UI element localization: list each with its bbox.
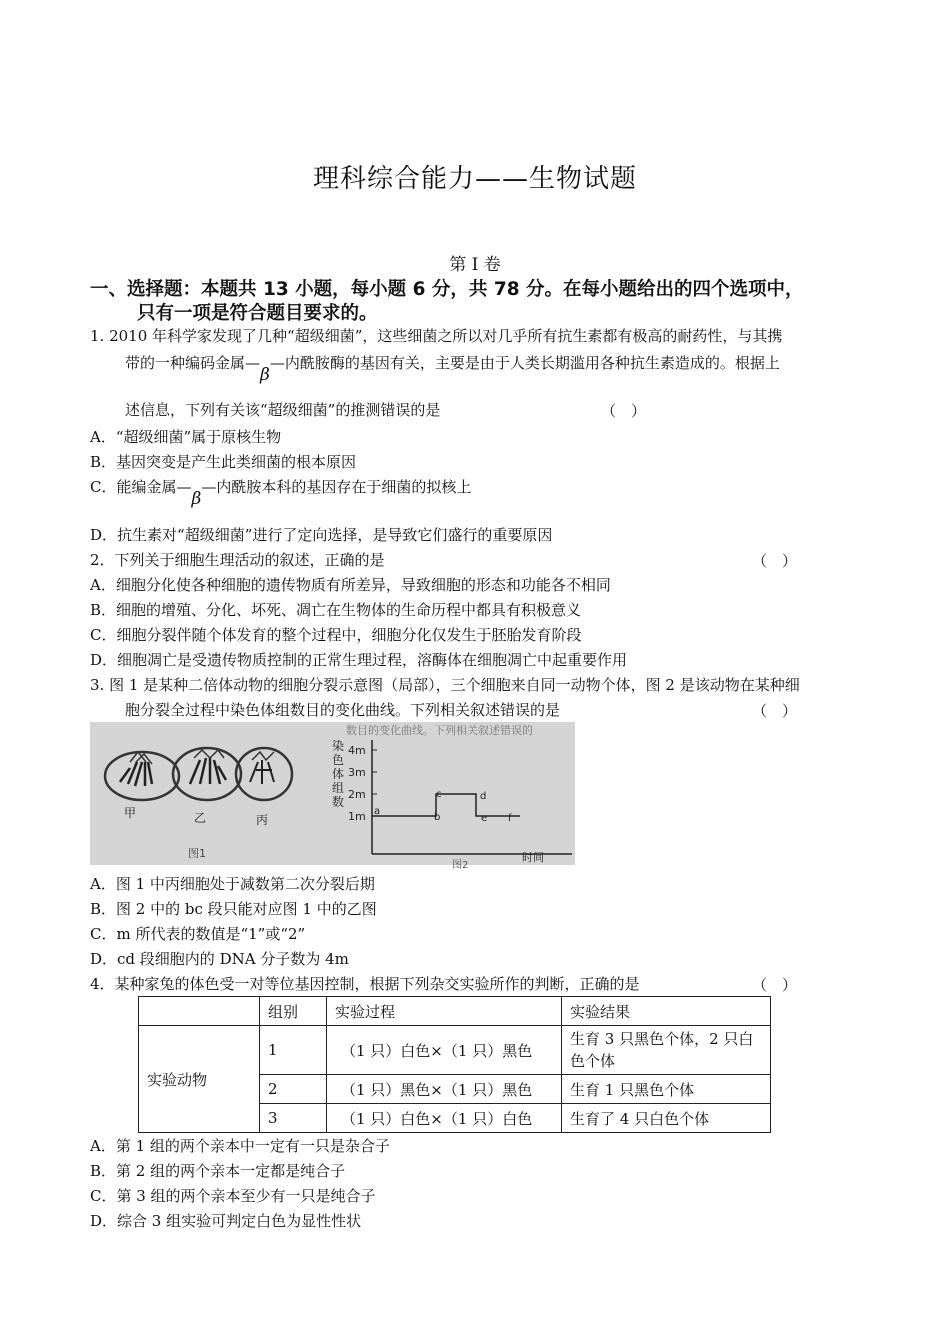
fig2-caption: 图2 — [452, 860, 469, 871]
q2-option-a: A．细胞分化使各种细胞的遗传物质有所差异，导致细胞的形态和功能各不相同 — [90, 576, 611, 594]
page-title: 理科综合能力——生物试题 — [312, 164, 637, 194]
q1-option-a: A．“超级细菌”属于原核生物 — [90, 428, 282, 446]
fig2-ylabel — [332, 738, 344, 809]
table-cell: （1 只）白色×（1 只）白色 — [327, 1104, 562, 1133]
q2-stem: 2．下列关于细胞生理活动的叙述，正确的是 — [90, 551, 385, 569]
point-label-d: d — [480, 791, 487, 802]
table-header: 实验过程 — [327, 997, 562, 1026]
table-cell: （1 只）白色×（1 只）黑色 — [327, 1026, 562, 1075]
beta-symbol: β — [260, 365, 270, 385]
q4-option-d: D．综合 3 组实验可判定白色为显性性状 — [90, 1212, 362, 1230]
table-row — [139, 1026, 771, 1075]
q2-option-c: C．细胞分裂伴随个体发育的整个过程中，细胞分化仅发生于胚胎发育阶段 — [90, 626, 582, 644]
table-cell: 生育了 4 只白色个体 — [562, 1104, 771, 1133]
q3-option-d: D．cd 段细胞内的 DNA 分子数为 4m — [90, 950, 349, 968]
q3-option-b: B．图 2 中的 bc 段只能对应图 1 中的乙图 — [90, 900, 377, 918]
point-label-c: c — [436, 789, 442, 800]
table-header: 实验结果 — [562, 997, 771, 1026]
fig1-caption: 图1 — [188, 847, 206, 860]
table-cell: 生育 3 只黑色个体，2 只白色个体 — [562, 1026, 771, 1075]
point-label-f: f — [508, 813, 512, 824]
q2-option-d: D．细胞凋亡是受遗传物质控制的正常生理过程，溶酶体在细胞凋亡中起重要作用 — [90, 651, 628, 669]
ylabel-char: 组 — [332, 781, 345, 795]
ylabel-char: 体 — [332, 767, 345, 781]
q2-answer-paren: （ ） — [752, 552, 798, 570]
q3-figure — [90, 722, 575, 871]
q1-option-c — [90, 477, 472, 509]
q4-option-a: A．第 1 组的两个亲本中一定有一只是杂合子 — [90, 1137, 390, 1155]
point-label-e: e — [481, 813, 488, 824]
fig2-bleed-text: 数目的变化曲线。下列相关叙述错误的 — [346, 724, 533, 737]
q1-stem-line3: 述信息，下列有关该“超级细菌”的推测错误的是 — [125, 401, 441, 419]
ylabel-char: 染 — [332, 739, 345, 753]
q3-stem-line2: 胞分裂全过程中染色体组数目的变化曲线。下列相关叙述错误的是 — [125, 701, 561, 719]
ytick-1m: 1m — [348, 810, 366, 823]
q1-option-c-a: C．能编金属— — [90, 478, 192, 496]
ylabel-char: 色 — [332, 753, 345, 767]
row-group-label: 实验动物 — [139, 1026, 260, 1133]
q1-answer-paren: （ ） — [601, 402, 647, 420]
q1-stem-line1: 1. 2010 年科学家发现了几种“超级细菌”，这些细菌之所以对几乎所有抗生素都有极高的耐药性，与其携 — [90, 327, 783, 345]
q3-option-c: C．m 所代表的数值是“1”或“2” — [90, 925, 306, 943]
ytick-2m: 2m — [348, 788, 366, 801]
q3-stem-line1: 3. 图 1 是某种二倍体动物的细胞分裂示意图（局部），三个细胞来自同一动物个体，图 2 是该动物在某种细 — [90, 676, 800, 694]
section-heading: 一、选择题：本题共 13 小题，每小题 6 分，共 78 分。在每小题给出的四个选项中， — [90, 279, 804, 300]
cell-label-yi: 乙 — [194, 811, 207, 825]
table-header-row — [139, 997, 771, 1026]
experiment-table — [138, 996, 771, 1133]
q4-option-b: B．第 2 组的两个亲本一定都是纯合子 — [90, 1162, 346, 1180]
q1-stem-line2 — [125, 353, 780, 385]
q4-stem: 4．某种家兔的体色受一对等位基因控制，根据下列杂交实验所作的判断，正确的是 — [90, 975, 640, 993]
q1-stem-line2a: 带的一种编码金属— — [125, 354, 261, 372]
section-heading-cont: 只有一项是符合题目要求的。 — [137, 303, 378, 324]
q1-option-d: D．抗生素对“超级细菌”进行了定向选择，是导致它们盛行的重要原因 — [90, 526, 553, 544]
x-axis-label: 时间 — [522, 851, 544, 864]
q1-stem-line2b: —内酰胺酶的基因有关，主要是由于人类长期滥用各种抗生素造成的。根据上 — [269, 354, 780, 372]
q1-option-b: B．基因突变是产生此类细菌的根本原因 — [90, 453, 357, 471]
beta-symbol: β — [191, 489, 202, 509]
cell-label-jia: 甲 — [124, 806, 137, 820]
ytick-3m: 3m — [348, 766, 366, 779]
point-label-a: a — [374, 806, 381, 817]
table-cell: 2 — [260, 1075, 327, 1104]
q1-option-c-b: —内酰胺本科的基因存在于细菌的拟核上 — [201, 478, 472, 496]
table-cell: 1 — [260, 1026, 327, 1075]
q2-option-b: B．细胞的增殖、分化、坏死、凋亡在生物体的生命历程中都具有积极意义 — [90, 601, 582, 619]
point-label-b: b — [434, 812, 441, 823]
table-cell: 3 — [260, 1104, 327, 1133]
volume-label: 第 I 卷 — [449, 255, 501, 275]
q3-option-a: A．图 1 中丙细胞处于减数第二次分裂后期 — [90, 875, 375, 893]
table-cell: （1 只）黑色×（1 只）黑色 — [327, 1075, 562, 1104]
table-header-empty — [139, 997, 260, 1026]
table-header: 组别 — [260, 997, 327, 1026]
cell-label-bing: 丙 — [256, 813, 269, 827]
figure-svg — [90, 722, 575, 871]
q4-answer-paren: （ ） — [752, 976, 798, 994]
q3-answer-paren: （ ） — [752, 702, 798, 720]
ylabel-char: 数 — [332, 795, 345, 809]
table-cell: 生育 1 只黑色个体 — [562, 1075, 771, 1104]
ytick-4m: 4m — [348, 744, 366, 757]
q4-option-c: C．第 3 组的两个亲本至少有一只是纯合子 — [90, 1187, 376, 1205]
